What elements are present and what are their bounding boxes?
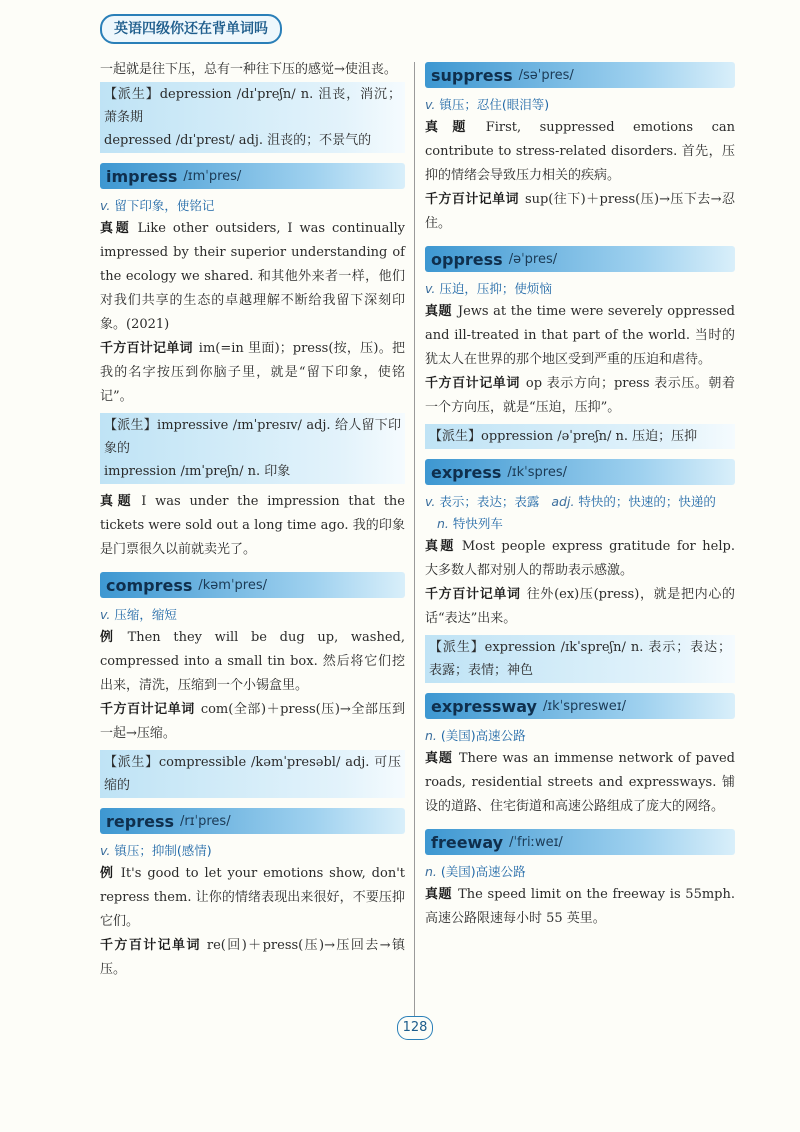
definition bbox=[425, 491, 735, 535]
phonetic: /ɪkˈspresweɪ/ bbox=[542, 698, 626, 714]
page-number: 128 bbox=[397, 1016, 433, 1040]
example-sentence bbox=[425, 883, 735, 931]
part-of-speech: n. bbox=[425, 728, 437, 743]
derive-line: depressed /dɪˈprest/ adj. 沮丧的；不景气的 bbox=[104, 133, 372, 148]
example-tag: 真题 bbox=[425, 304, 452, 319]
example-tag: 真题 bbox=[425, 751, 453, 766]
memory-tip bbox=[425, 372, 735, 420]
example-sentence bbox=[425, 116, 735, 188]
part-of-speech: adj. bbox=[551, 494, 575, 509]
part-of-speech: n. bbox=[425, 864, 437, 879]
derive-line: 【派生】expression /ɪkˈspreʃn/ n. 表示；表达；表露；表情；神色 bbox=[429, 640, 731, 678]
memo-text: im(=in 里面)；press(按，压)。把我的名字按压到你脑子里，就是“留下印象，使铭记”。 bbox=[100, 341, 405, 404]
meaning-text: 压迫，压抑；使烦恼 bbox=[439, 281, 552, 296]
part-of-speech: v. bbox=[100, 843, 111, 858]
derive-box bbox=[100, 413, 405, 484]
memory-tip bbox=[100, 337, 405, 409]
memo-tag: 千方百计记单词 bbox=[100, 702, 195, 717]
part-of-speech: v. bbox=[425, 494, 436, 509]
memo-text: 往外(ex)压(press)，就是把内心的话“表达”出来。 bbox=[425, 587, 735, 626]
example-text: There was an immense network of paved roads, residential streets and expressways. 铺设的道路、住宅街道和高速公路组成了庞大的网络。 bbox=[425, 751, 735, 814]
memory-tip bbox=[425, 583, 735, 631]
entry-header-repress bbox=[100, 808, 405, 834]
phonetic: /rɪˈpres/ bbox=[179, 813, 231, 829]
phonetic: /səˈpres/ bbox=[518, 67, 574, 83]
depress-derive-box bbox=[100, 82, 405, 153]
example-text: Like other outsiders, I was continually impressed by their superior understanding of the ecology we shared. 和其他外来者一样，他们对我们共享的生态的卓越理解不断给我留下深刻印象。(2021) bbox=[100, 221, 405, 332]
entry-header-compress bbox=[100, 572, 405, 598]
example-sentence bbox=[425, 300, 735, 372]
part-of-speech: v. bbox=[100, 198, 111, 213]
part-of-speech: n. bbox=[437, 516, 449, 531]
example-tag: 真题 bbox=[425, 887, 453, 902]
memo-tag: 千方百计记单词 bbox=[425, 587, 521, 602]
meaning-text: (美国)高速公路 bbox=[440, 728, 526, 743]
part-of-speech: v. bbox=[425, 97, 436, 112]
example-sentence bbox=[425, 747, 735, 819]
definition bbox=[100, 195, 405, 217]
derive-box bbox=[100, 750, 405, 798]
column-divider bbox=[414, 62, 415, 1037]
definition bbox=[425, 861, 735, 883]
phonetic: /ɪmˈpres/ bbox=[183, 168, 242, 184]
example-text: Then they will be dug up, washed, compressed into a small tin box. 然后将它们挖出来，清洗，压缩到一个小锡盒里。 bbox=[100, 630, 405, 693]
right-column bbox=[425, 58, 735, 931]
definition bbox=[100, 840, 405, 862]
example-text: Most people express gratitude for help. 大多数人都对别人的帮助表示感激。 bbox=[425, 539, 735, 578]
meaning-text: 特快的；快速的；快递的 bbox=[578, 494, 716, 509]
definition bbox=[100, 604, 405, 626]
entry-header-express bbox=[425, 459, 735, 485]
headword: impress bbox=[106, 166, 178, 186]
memo-text: re(回)＋press(压)→压回去→镇压。 bbox=[100, 938, 405, 977]
example-text: It's good to let your emotions show, don't repress them. 让你的情绪表现出来很好，不要压抑它们。 bbox=[100, 866, 405, 929]
left-column bbox=[100, 58, 405, 982]
derive-line: 【派生】depression /dɪˈpreʃn/ n. 沮丧，消沉；萧条期 bbox=[104, 87, 401, 125]
example-text: I was under the impression that the tickets were sold out a long time ago. 我的印象是门票很久以前就卖光了。 bbox=[100, 494, 405, 557]
meaning-text: (美国)高速公路 bbox=[440, 864, 526, 879]
meaning-text: 压缩，缩短 bbox=[114, 607, 177, 622]
memo-text: com(全部)＋press(压)→全部压到一起→压缩。 bbox=[100, 702, 405, 741]
derive-box bbox=[425, 424, 735, 449]
meaning-text: 镇压；抑制(感情) bbox=[114, 843, 212, 858]
entry-header-suppress bbox=[425, 62, 735, 88]
meaning-text: 表示；表达；表露 bbox=[439, 494, 540, 509]
entry-header-impress bbox=[100, 163, 405, 189]
memory-tip bbox=[100, 934, 405, 982]
derive-line: 【派生】compressible /kəmˈpresəbl/ adj. 可压缩的 bbox=[104, 755, 401, 793]
phonetic: /kəmˈpres/ bbox=[198, 577, 267, 593]
definition bbox=[425, 278, 735, 300]
example-text: Jews at the time were severely oppressed and ill-treated in that part of the world. 当时的犹太人在世界的那个地区受到严重的压迫和虐待。 bbox=[425, 304, 735, 367]
meaning-text: 镇压；忍住(眼泪等) bbox=[439, 97, 550, 112]
headword: compress bbox=[106, 575, 193, 595]
memo-text: op 表示方向；press 表示压。朝着一个方向压，就是“压迫，压抑”。 bbox=[425, 376, 735, 415]
example-tag: 真题 bbox=[425, 120, 480, 135]
memo-text: sup(往下)＋press(压)→压下去→忍住。 bbox=[425, 192, 735, 231]
memory-tip bbox=[425, 188, 735, 236]
phonetic: /ˈfriːweɪ/ bbox=[509, 834, 563, 850]
example-tag: 真题 bbox=[100, 494, 136, 509]
memo-tag: 千方百计记单词 bbox=[425, 192, 519, 207]
headword: oppress bbox=[431, 249, 503, 269]
derive-box bbox=[425, 635, 735, 683]
memo-tag: 千方百计记单词 bbox=[100, 341, 193, 356]
entry-header-oppress bbox=[425, 246, 735, 272]
example-text: The speed limit on the freeway is 55mph. 高速公路限速每小时 55 英里。 bbox=[425, 887, 735, 926]
example-tag: 例 bbox=[100, 630, 122, 645]
meaning-text: 留下印象，使铭记 bbox=[114, 198, 215, 213]
headword: expressway bbox=[431, 696, 537, 716]
continuation-text: 一起就是往下压，总有一种往下压的感觉→使沮丧。 bbox=[100, 62, 397, 77]
example-tag: 真题 bbox=[100, 221, 132, 236]
derive-line: 【派生】oppression /əˈpreʃn/ n. 压迫；压抑 bbox=[429, 429, 698, 444]
phonetic: /əˈpres/ bbox=[508, 251, 558, 267]
book-title-badge: 英语四级你还在背单词吗 bbox=[100, 14, 282, 44]
definition bbox=[425, 94, 735, 116]
headword: freeway bbox=[431, 832, 504, 852]
part-of-speech: v. bbox=[100, 607, 111, 622]
derive-line: impression /ɪmˈpreʃn/ n. 印象 bbox=[104, 464, 291, 479]
example-sentence bbox=[100, 490, 405, 562]
entry-header-freeway bbox=[425, 829, 735, 855]
headword: repress bbox=[106, 811, 174, 831]
example-sentence bbox=[425, 535, 735, 583]
example-text: First, suppressed emotions can contribute to stress-related disorders. 首先，压抑的情绪会导致压力相关的疾病。 bbox=[425, 120, 735, 183]
example-sentence bbox=[100, 626, 405, 698]
example-sentence bbox=[100, 862, 405, 934]
memory-tip bbox=[100, 698, 405, 746]
example-tag: 真题 bbox=[425, 539, 456, 554]
derive-line: 【派生】impressive /ɪmˈpresɪv/ adj. 给人留下印象的 bbox=[104, 418, 401, 456]
headword: suppress bbox=[431, 65, 513, 85]
memo-tag: 千方百计记单词 bbox=[425, 376, 520, 391]
example-sentence bbox=[100, 217, 405, 337]
example-tag: 例 bbox=[100, 866, 115, 881]
part-of-speech: v. bbox=[425, 281, 436, 296]
entry-header-expressway bbox=[425, 693, 735, 719]
headword: express bbox=[431, 462, 502, 482]
definition bbox=[425, 725, 735, 747]
phonetic: /ɪkˈspres/ bbox=[507, 464, 567, 480]
memo-tag: 千方百计记单词 bbox=[100, 938, 201, 953]
meaning-text: 特快列车 bbox=[452, 516, 503, 531]
